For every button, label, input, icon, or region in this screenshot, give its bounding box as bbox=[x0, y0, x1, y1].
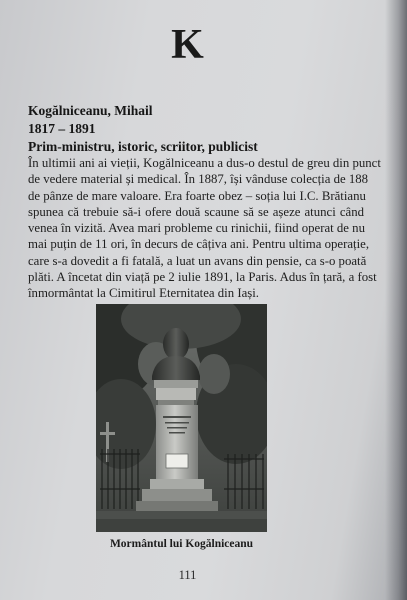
figure-caption: Mormântul lui Kogălniceanu bbox=[109, 538, 254, 550]
entry-years: 1817 – 1891 bbox=[28, 121, 96, 136]
body-line: care s-a dovedit a fi fatală, a luat un avans din pensie, ca s-o poată bbox=[28, 253, 367, 268]
body-line: de pânze de mare valoare. Era foarte obez – soția lui I.C. Brătianu bbox=[28, 188, 366, 203]
body-line: În ultimii ani ai vieții, Kogălniceanu a dus-o destul de greu din punct bbox=[28, 156, 381, 170]
entry-body-text bbox=[28, 155, 381, 302]
section-letter-heading: K bbox=[171, 22, 204, 68]
body-line: înmormântat la Cimitirul Eternitatea din Iași. bbox=[28, 286, 259, 301]
page-edge-shadow bbox=[385, 0, 407, 600]
page-number: 111 bbox=[178, 568, 197, 582]
entry-roles: Prim-ministru, istoric, scriitor, publicist bbox=[28, 139, 258, 154]
entry-name: Kogălniceanu, Mihail bbox=[28, 103, 153, 118]
body-line: spunea că trebuie să-i ofere două scaune să se așeze atunci când bbox=[28, 204, 364, 219]
body-line: mai puțin de 11 ori, în decurs de câțiva ani. Pentru ultima operație, bbox=[28, 237, 370, 252]
body-line: de vedere material și medical. În 1887, își vânduse colecția de 188 bbox=[28, 172, 369, 187]
body-line: venea în vizită. Avea mari probleme cu rinichii, fiind operat de nu bbox=[28, 221, 365, 236]
tomb-photograph bbox=[96, 304, 267, 532]
body-line: plăti. A încetat din viață pe 2 iulie 1891, la Paris. Adus în țară, a fost bbox=[28, 270, 377, 285]
